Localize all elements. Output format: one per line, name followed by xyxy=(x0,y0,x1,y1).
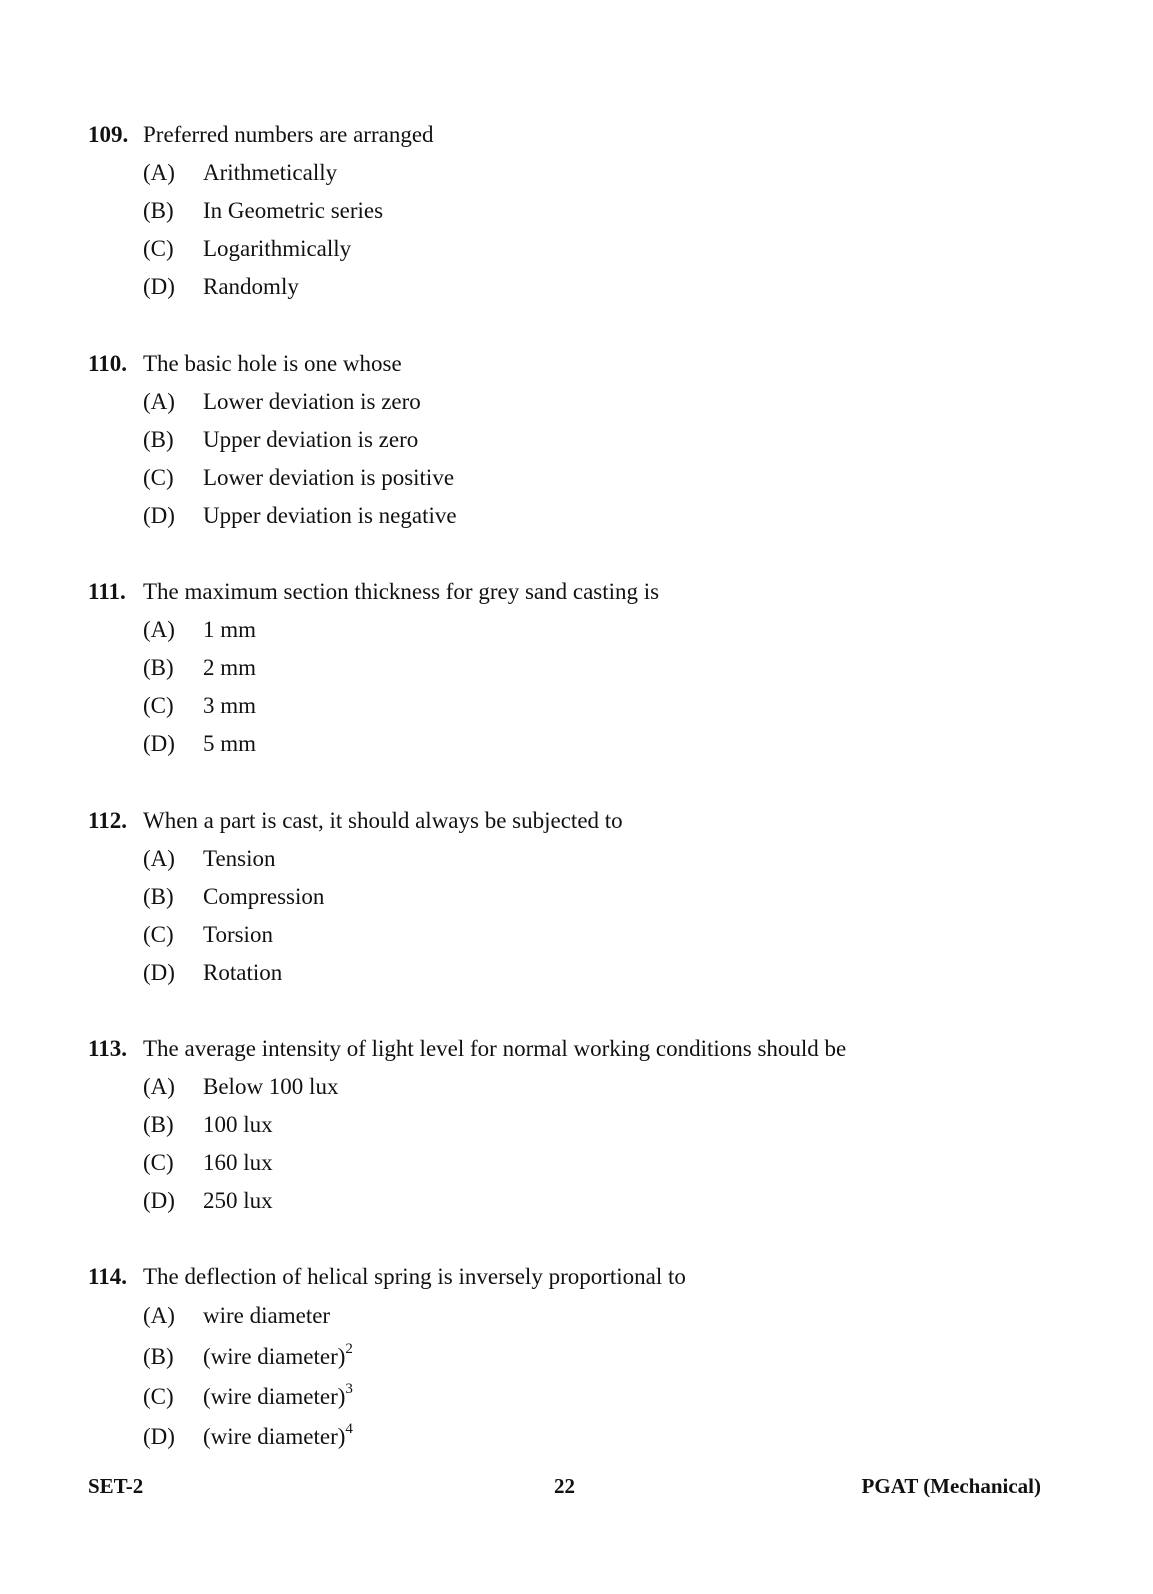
option-text: In Geometric series xyxy=(203,198,384,223)
option-text: Compression xyxy=(203,884,325,909)
option-text xyxy=(203,1423,353,1451)
option-text xyxy=(203,1343,353,1371)
option-text: 100 lux xyxy=(203,1112,273,1137)
option-label: (B) xyxy=(143,1112,174,1137)
question-110 xyxy=(88,350,1088,528)
question-text: Preferred numbers are arranged xyxy=(143,122,434,147)
footer-exam-title: PGAT (Mechanical) xyxy=(861,1474,1041,1498)
option-label: (D) xyxy=(143,731,175,756)
option-label: (A) xyxy=(143,1074,175,1099)
option-label: (D) xyxy=(143,274,175,299)
option-text: Randomly xyxy=(203,274,299,299)
option-text xyxy=(203,1302,330,1330)
option-label: (C) xyxy=(143,1384,174,1409)
option-label: (A) xyxy=(143,846,175,871)
option-label: (B) xyxy=(143,884,174,909)
question-number: 114. xyxy=(88,1264,127,1289)
question-number: 109. xyxy=(88,122,129,147)
option-label: (C) xyxy=(143,922,174,947)
option-text: 2 mm xyxy=(203,655,257,680)
option-text: Below 100 lux xyxy=(203,1074,339,1099)
question-text: The average intensity of light level for normal working conditions should be xyxy=(143,1036,847,1061)
option-label: (B) xyxy=(143,427,174,452)
option-label: (A) xyxy=(143,1303,175,1328)
option-text: Upper deviation is negative xyxy=(203,503,457,528)
question-number: 110. xyxy=(88,351,127,376)
option-text: Tension xyxy=(203,846,276,871)
option-text-main: (wire diameter) xyxy=(203,1384,346,1409)
exponent: 2 xyxy=(345,1341,353,1358)
question-text: When a part is cast, it should always be subjected to xyxy=(143,808,623,833)
question-text: The basic hole is one whose xyxy=(143,351,402,376)
option-text: 1 mm xyxy=(203,617,257,642)
question-text: The maximum section thickness for grey sand casting is xyxy=(143,579,660,604)
option-label: (C) xyxy=(143,465,174,490)
option-label: (A) xyxy=(143,617,175,642)
option-text: 3 mm xyxy=(203,693,257,718)
question-number: 113. xyxy=(88,1036,127,1061)
option-label: (A) xyxy=(143,389,175,414)
option-label: (D) xyxy=(143,503,175,528)
option-label: (D) xyxy=(143,960,175,985)
option-text: Logarithmically xyxy=(203,236,352,261)
option-text-main: (wire diameter) xyxy=(203,1344,346,1369)
option-text-main: wire diameter xyxy=(203,1303,331,1328)
option-text: Arithmetically xyxy=(203,160,338,185)
option-label: (B) xyxy=(143,198,174,223)
option-label: (D) xyxy=(143,1188,175,1213)
question-number: 112. xyxy=(88,808,127,833)
option-label: (B) xyxy=(143,1344,174,1369)
exponent: 3 xyxy=(345,1381,353,1398)
question-113 xyxy=(88,1035,1088,1213)
question-109 xyxy=(88,121,1088,299)
question-111 xyxy=(88,578,1088,756)
footer-page-number: 22 xyxy=(554,1474,575,1498)
option-label: (A) xyxy=(143,160,175,185)
question-112 xyxy=(88,807,1088,985)
option-text: Rotation xyxy=(203,960,283,985)
option-text: Torsion xyxy=(203,922,273,947)
option-text: Upper deviation is zero xyxy=(203,427,419,452)
option-text: Lower deviation is zero xyxy=(203,389,421,414)
option-text xyxy=(203,1383,353,1411)
option-label: (C) xyxy=(143,693,174,718)
exponent: 4 xyxy=(345,1421,353,1438)
option-text: 250 lux xyxy=(203,1188,273,1213)
question-number: 111. xyxy=(88,579,126,604)
option-label: (D) xyxy=(143,1424,175,1449)
option-label: (B) xyxy=(143,655,174,680)
option-text: Lower deviation is positive xyxy=(203,465,455,490)
question-text: The deflection of helical spring is inversely proportional to xyxy=(143,1264,686,1289)
question-114 xyxy=(88,1263,1088,1449)
option-label: (C) xyxy=(143,1150,174,1175)
option-text-main: (wire diameter) xyxy=(203,1424,346,1449)
option-label: (C) xyxy=(143,236,174,261)
option-text: 5 mm xyxy=(203,731,257,756)
option-text: 160 lux xyxy=(203,1150,273,1175)
footer-set-code: SET-2 xyxy=(88,1474,144,1498)
